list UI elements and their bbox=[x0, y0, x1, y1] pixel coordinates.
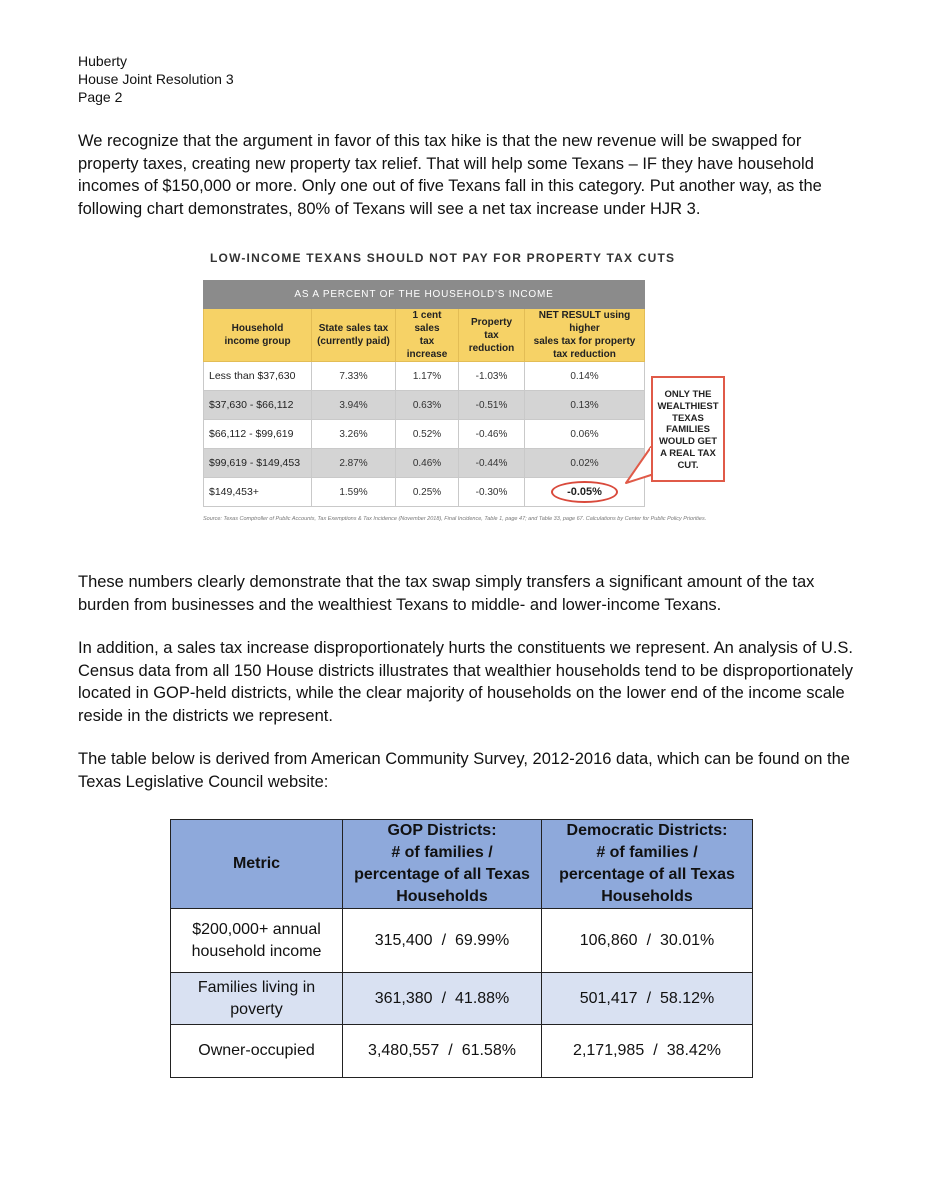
table-cell: $37,630 - $66,112 bbox=[204, 391, 312, 420]
col-header-gop-districts: GOP Districts: # of families / percentage of all Texas Households bbox=[343, 820, 542, 909]
col-header-net-result: NET RESULT using higher sales tax for property tax reduction bbox=[525, 309, 645, 362]
page-number: Page 2 bbox=[78, 89, 123, 105]
table-row bbox=[171, 1025, 753, 1078]
gop-value-cell: 315,400 / 69.99% bbox=[343, 909, 542, 973]
dem-value-cell: 501,417 / 58.12% bbox=[542, 973, 753, 1025]
district-comparison-table bbox=[170, 819, 753, 1078]
table-cell: -0.30% bbox=[459, 478, 525, 507]
table-cell: 1.17% bbox=[396, 362, 459, 391]
col-header-property-tax-reduction: Property tax reduction bbox=[459, 309, 525, 362]
tax-table-header-row bbox=[204, 309, 645, 362]
resolution-title: House Joint Resolution 3 bbox=[78, 71, 234, 87]
table-cell: 0.52% bbox=[396, 420, 459, 449]
col-header-one-cent-increase: 1 cent sales tax increase bbox=[396, 309, 459, 362]
table-cell: 0.13% bbox=[525, 391, 645, 420]
callout-line: CUT. bbox=[677, 459, 699, 471]
callout-line: FAMILIES bbox=[666, 424, 710, 436]
table-cell: Less than $37,630 bbox=[204, 362, 312, 391]
metric-cell: $200,000+ annual household income bbox=[171, 909, 343, 973]
table-row bbox=[204, 362, 645, 391]
chart-title: LOW-INCOME TEXANS SHOULD NOT PAY FOR PROPERTY TAX CUTS bbox=[210, 251, 676, 265]
dem-value-cell: 106,860 / 30.01% bbox=[542, 909, 753, 973]
document-header bbox=[78, 52, 234, 106]
metric-cell: Owner-occupied bbox=[171, 1025, 343, 1078]
gop-value-cell: 361,380 / 41.88% bbox=[343, 973, 542, 1025]
paragraph-tax-swap-intro: We recognize that the argument in favor of this tax hike is that the new revenue will be swapped for property taxes, creating new property tax relief. That will help some Texans – IF they have household incomes of $150,000 or more. Only one out of five Texans fall in this category. Put another way, as the following chart demonstrates, 80% of Texans will see a net tax increase under HJR 3. bbox=[78, 132, 822, 218]
paragraph-tax-burden: These numbers clearly demonstrate that the tax swap simply transfers a significant amount of the tax burden from businesses and the wealthiest Texans to middle- and lower-income Texans. bbox=[78, 573, 815, 614]
table-cell: 3.94% bbox=[312, 391, 396, 420]
metric-cell: Families living in poverty bbox=[171, 973, 343, 1025]
table-cell: $66,112 - $99,619 bbox=[204, 420, 312, 449]
callout-box bbox=[651, 376, 725, 482]
col-header-income-group: Household income group bbox=[204, 309, 312, 362]
callout-line: ONLY THE bbox=[664, 389, 712, 400]
paragraph-district-analysis: In addition, a sales tax increase disproportionately hurts the constituents we represent. An analysis of U.S. Census data from all 150 House districts illustrates that wealthier households tend to be disproportionately located in GOP-held districts, while the clear majority of households on the lower end of the income scale reside in the districts we represent. bbox=[78, 639, 854, 725]
table-cell: 0.02% bbox=[525, 449, 645, 478]
col-header-state-sales-tax: State sales tax (currently paid) bbox=[312, 309, 396, 362]
callout-line: WEALTHIEST bbox=[657, 400, 719, 412]
table-cell: -0.51% bbox=[459, 391, 525, 420]
chart-subtitle: AS A PERCENT OF THE HOUSEHOLD'S INCOME bbox=[204, 281, 645, 309]
dem-value-cell: 2,171,985 / 38.42% bbox=[542, 1025, 753, 1078]
table-cell: 0.46% bbox=[396, 449, 459, 478]
table-row bbox=[204, 449, 645, 478]
table-cell: 1.59% bbox=[312, 478, 396, 507]
callout-line: A REAL TAX bbox=[660, 447, 716, 459]
gop-value-cell: 3,480,557 / 61.58% bbox=[343, 1025, 542, 1078]
table-cell: 7.33% bbox=[312, 362, 396, 391]
table-row bbox=[171, 909, 753, 973]
table-cell: 3.26% bbox=[312, 420, 396, 449]
col-header-democratic-districts: Democratic Districts: # of families / percentage of all Texas Households bbox=[542, 820, 753, 909]
callout-line: TEXAS bbox=[672, 412, 704, 424]
callout-arrow-icon bbox=[624, 445, 652, 485]
callout-line: WOULD GET bbox=[658, 436, 718, 448]
paragraph-table-source: The table below is derived from American Community Survey, 2012-2016 data, which can be found on the Texas Legislative Council website: bbox=[78, 750, 850, 791]
table-cell: 0.63% bbox=[396, 391, 459, 420]
table-row bbox=[204, 478, 645, 507]
table-cell: -0.46% bbox=[459, 420, 525, 449]
table-cell: 2.87% bbox=[312, 449, 396, 478]
table-cell: $99,619 - $149,453 bbox=[204, 449, 312, 478]
table-cell: -0.44% bbox=[459, 449, 525, 478]
col-header-metric: Metric bbox=[171, 820, 343, 909]
table-row bbox=[204, 391, 645, 420]
circled-net-result: -0.05% bbox=[551, 481, 618, 503]
chart-source-note: Source: Texas Comptroller of Public Accounts, Tax Exemptions & Tax Incidence (November 2018), Final Incidence, Table 1, page 47; and Table 33, page 67. Calculations by Center for Public Policy Priorities. bbox=[203, 516, 707, 522]
author-name: Huberty bbox=[78, 53, 128, 69]
table-cell: -1.03% bbox=[459, 362, 525, 391]
district-table-header-row bbox=[171, 820, 753, 909]
table-row bbox=[204, 420, 645, 449]
table-cell: 0.14% bbox=[525, 362, 645, 391]
tax-incidence-table bbox=[203, 280, 645, 507]
table-cell: 0.25% bbox=[396, 478, 459, 507]
table-cell: $149,453+ bbox=[204, 478, 312, 507]
table-cell: 0.06% bbox=[525, 420, 645, 449]
table-row bbox=[171, 973, 753, 1025]
